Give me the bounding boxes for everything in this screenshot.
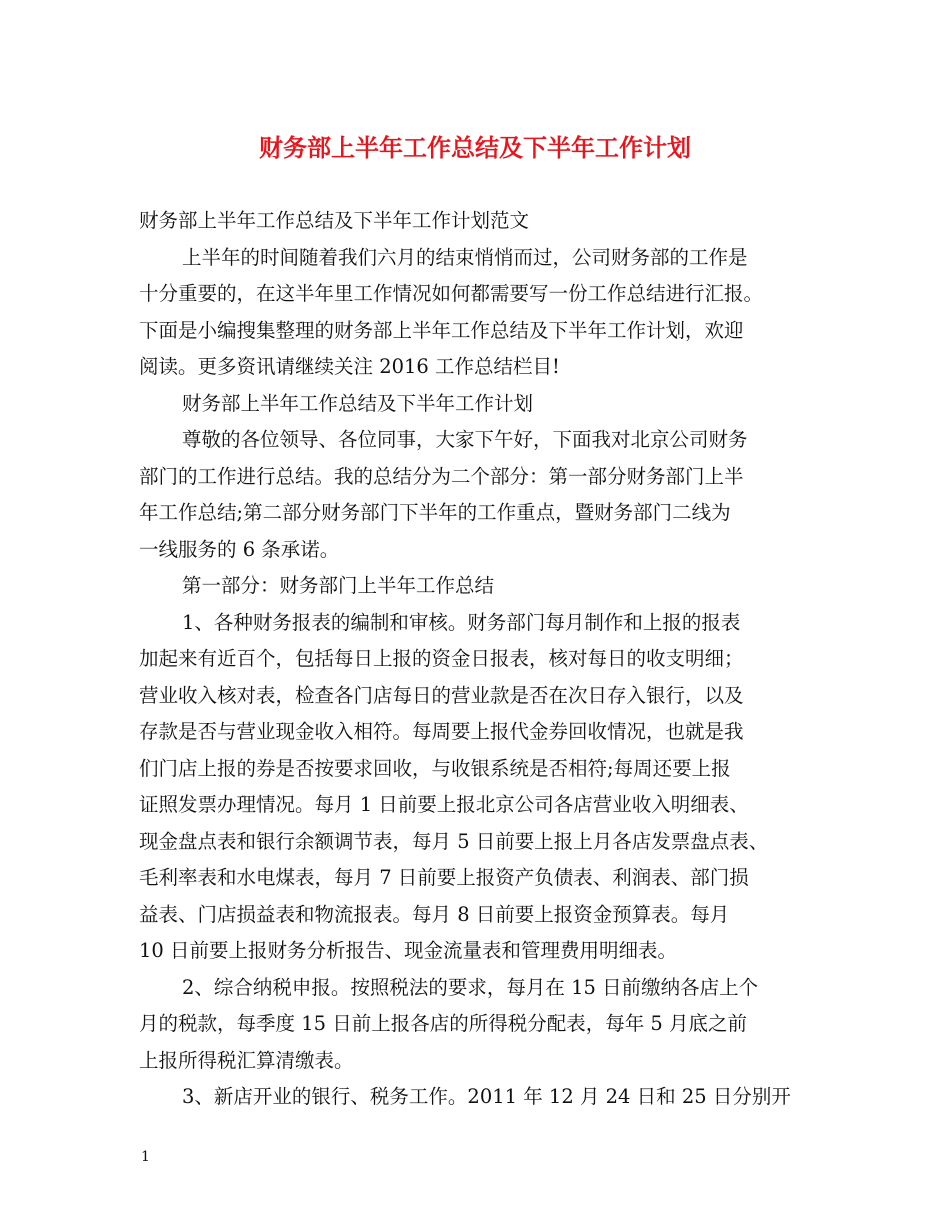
text-line: 财务部上半年工作总结及下半年工作计划 bbox=[182, 391, 534, 415]
text-line: 一线服务的 6 条承诺。 bbox=[139, 537, 340, 561]
text-line: 尊敬的各位领导、各位同事，大家下午好，下面我对北京公司财务 bbox=[182, 428, 748, 451]
text-line: 加起来有近百个，包括每日上报的资金日报表，核对每日的收支明细； bbox=[139, 647, 744, 670]
text-line: 们门店上报的券是否按要求回收，与收银系统是否相符;每周还要上报 bbox=[139, 756, 731, 780]
text-line: 毛利率表和水电煤表，每月 7 日前要上报资产负债表、利润表、部门损 bbox=[139, 866, 749, 889]
page-number: 1 bbox=[141, 1149, 150, 1165]
text-line: 10 日前要上报财务分析报告、现金流量表和管理费用明细表。 bbox=[139, 939, 678, 962]
text-line: 1、各种财务报表的编制和审核。财务部门每月制作和上报的报表 bbox=[182, 610, 741, 634]
text-line: 第一部分：财务部门上半年工作总结 bbox=[182, 574, 495, 597]
text-line: 益表、门店损益表和物流报表。每月 8 日前要上报资金预算表。每月 bbox=[139, 902, 730, 926]
text-line: 财务部上半年工作总结及下半年工作计划范文 bbox=[139, 209, 530, 232]
text-line: 月的税款，每季度 15 日前上报各店的所得税分配表，每年 5 月底之前 bbox=[139, 1012, 748, 1035]
document-title: 财务部上半年工作总结及下半年工作计划 bbox=[259, 133, 691, 162]
text-line: 部门的工作进行总结。我的总结分为二个部分：第一部分财务部门上半 bbox=[139, 464, 744, 488]
text-line: 证照发票办理情况。每月 1 日前要上报北京公司各店营业收入明细表、 bbox=[139, 793, 749, 816]
text-line: 上报所得税汇算清缴表。 bbox=[139, 1048, 354, 1072]
text-line: 下面是小编搜集整理的财务部上半年工作总结及下半年工作计划，欢迎 bbox=[139, 318, 744, 342]
text-line: 2、综合纳税申报。按照税法的要求，每月在 15 日前缴纳各店上个 bbox=[182, 975, 759, 999]
text-line: 上半年的时间随着我们六月的结束悄悄而过，公司财务部的工作是 bbox=[182, 245, 748, 269]
text-line: 存款是否与营业现金收入相符。每周要上报代金券回收情况，也就是我 bbox=[139, 720, 744, 743]
document-body bbox=[139, 203, 819, 1116]
text-line: 营业收入核对表，检查各门店每日的营业款是否在次日存入银行，以及 bbox=[139, 683, 744, 707]
text-line: 年工作总结;第二部分财务部门下半年的工作重点，暨财务部门二线为 bbox=[139, 501, 731, 524]
text-line: 3、新店开业的银行、税务工作。2011 年 12 月 24 日和 25 日分别开 bbox=[182, 1085, 791, 1108]
text-line: 现金盘点表和银行余额调节表，每月 5 日前要上报上月各店发票盘点表、 bbox=[139, 829, 769, 853]
text-line: 阅读。更多资讯请继续关注 2016 工作总结栏目! bbox=[139, 355, 560, 378]
text-line: 十分重要的，在这半年里工作情况如何都需要写一份工作总结进行汇报。 bbox=[139, 282, 764, 305]
